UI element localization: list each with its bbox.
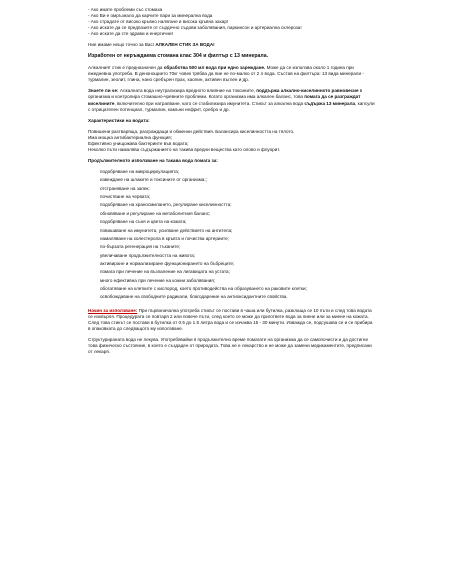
intro-bullet: - Ако Ви е омръзнало да карчите пари за минерална вода: [88, 13, 213, 19]
description-text: Алкалният стик е предназначен да: [88, 65, 164, 71]
benefit-item: подобряване на микроциркулацията;: [100, 169, 180, 175]
knowledge-label: Знаете ли че:: [88, 88, 119, 94]
knowledge-bold: помага да се разграждат киселините: [88, 94, 361, 106]
benefit-item: почистване на червата;: [100, 194, 151, 200]
description-paragraph: [88, 65, 376, 83]
intro-bullet: - Ако искате да се предпазите от сърдечно съдови заболявания, паркинсон и артериална склероза!: [88, 25, 302, 31]
benefit-item: извеждане на шлаките и токсините от организма;;: [100, 177, 207, 183]
benefit-item: обогатяване на клетките с кислород, което противодейства на образуването на раковите клетки;: [100, 286, 307, 292]
benefit-item: по-бързата регенерация на тъканите;: [100, 244, 181, 250]
characteristic-item: Неколко пъти намалява съдържанието на такива вредни вещества като олово и флуорит.: [88, 146, 281, 152]
material-heading: Изработен от неръждаема стомана клас 304 и филтър с 13 минерала.: [88, 53, 269, 60]
benefit-item: подобряване на храносмилането, регулиране киселинността;: [100, 202, 232, 208]
characteristic-item: Има мощна антибактериална функция;: [88, 134, 172, 140]
benefit-item: много ефективна при лечение на кожни заболявания;: [100, 277, 216, 283]
intro-bullet: - Ако страдате от високо кръвно налягане и висока кръвна захар!: [88, 19, 229, 25]
benefits-heading: Продължителното използване на такава вода помага за:: [88, 157, 218, 163]
intro-list: [88, 7, 376, 37]
benefit-item: отстраняване на запек;: [100, 185, 150, 191]
benefit-item: помага при лечение на възпаление на лигавицата на устата;: [100, 269, 230, 275]
benefit-item: увеличаване продължителността на живота;: [100, 252, 196, 258]
description-bold: обработва 500 мл вода при едно зареждане.: [163, 65, 266, 71]
usage-label: Начин за използване:: [88, 307, 138, 313]
offer-product: АЛКАЛЕН СТИК ЗА ВОДА!: [155, 42, 215, 48]
benefit-item: повишаване на имунитета, усилване действието на антитела;: [100, 227, 233, 233]
intro-bullet: - Ако искате да сте здрави и енергични!: [88, 31, 173, 37]
knowledge-text: в организма и контролира стомашно-чревните проблеми. Когато организма има алкален баланс, това: [88, 88, 363, 100]
knowledge-text: , включително при натрапване, като се стабилизира имунитета. Стикът за алкална вода: [114, 100, 305, 106]
knowledge-text: , капсули с отрицателен потенциал, турмалин, камъни нефрит, сребро и др.: [88, 100, 375, 112]
intro-bullet: - Ако имате проблеми със стомаха: [88, 7, 163, 12]
characteristics-heading: Характеристики на водата:: [88, 117, 150, 123]
characteristics-list: [88, 129, 376, 153]
benefit-item: обновяване и регулиране на метаболитния баланс;: [100, 210, 211, 216]
description-text: Може да се използва около 1 година при ежедневна употреба. В денонощието 70кг човек трябва да пие не по-малко от 2 л вода. Състав на филтъра: 13 вида минерали - турмалин, зеолит, глина, нано сребърен прах, каолин, активен въглен и др.: [88, 65, 364, 83]
benefit-item: активиране и нормализиране функционирането на бъбреците;: [100, 261, 235, 266]
offer-prefix: Ние имаме нещо точно за Вас!: [88, 42, 156, 48]
usage-text: При първоначална употреба стикът се постави в чаша или бутилка, разклаща се 10 пъти и след това водата се изхвърля. Процедурата се повтаря 2 или повече пъти, след което се може да пригответе вода за пиене или за миене на кожата. След това стикът се постави в бутилка от 0.5 до 1.5 литра вода и се изчаква 15 - 30 минути. Изважда се, подсушава се и се прибира в опаковката до следващото му използване.: [88, 307, 373, 331]
knowledge-paragraph: [88, 88, 376, 112]
benefit-item: намаляване на холестерола в кръвта и почиства артериите;: [100, 235, 229, 241]
benefit-item: освобождаване на свободните радикали, благодарение на антиоксидантните свойства.: [100, 294, 288, 300]
disclaimer-paragraph: Структурираната вода не лекува. Употребявайки я продължително време помагате на организма да се самопочисти и да достигне това физическо състояние, в което е създаден от природата. Това не е лекарство и не може да замени медикаментите, предписани от лекаря.: [88, 337, 372, 355]
characteristic-item: Ефективно унищожава бактериите във водата;: [88, 140, 189, 146]
benefit-item: подобряване на съня и цвета на кожата;: [100, 219, 187, 225]
knowledge-text: Алкалната вода неутрализира вредното влияние на токсините,: [118, 88, 257, 94]
benefits-list: [88, 169, 376, 300]
characteristic-item: Повишени разтваряща, разграждащи и обменни действия. Балансира киселинността на тялото.: [88, 128, 295, 134]
usage-paragraph: [88, 308, 376, 332]
document-body: [88, 7, 376, 355]
knowledge-bold: съдържа 13 минерала: [304, 100, 356, 106]
knowledge-bold: поддържа алкално-киселинното равновесие: [256, 88, 359, 94]
